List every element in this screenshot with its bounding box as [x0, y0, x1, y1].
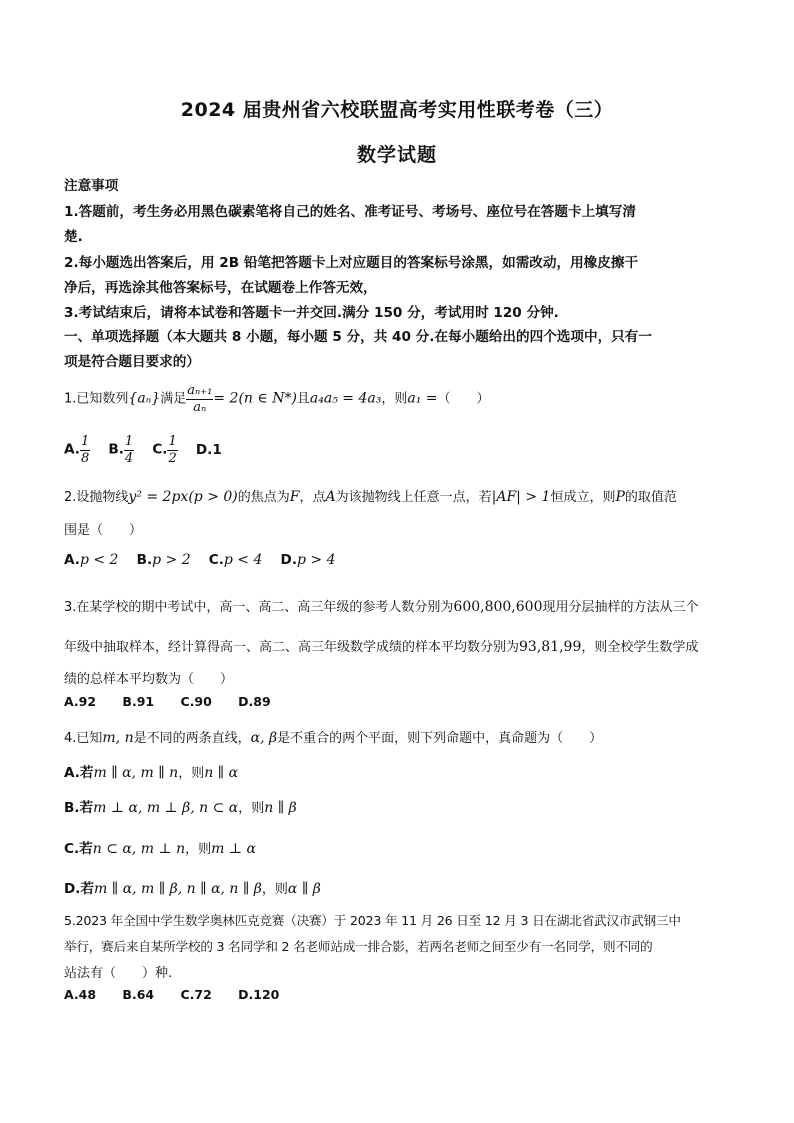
option-condition: m ∥ α, m ∥ β, n ∥ α, n ∥ β: [94, 881, 262, 897]
option-value: p > 2: [152, 552, 191, 568]
fraction-denominator: aₙ: [193, 399, 207, 415]
fraction-numerator: 1: [124, 434, 134, 449]
option-text: ，则: [238, 801, 265, 816]
question-1: [64, 383, 734, 415]
q5-options: [64, 987, 734, 1002]
q2-options: [64, 552, 734, 568]
fraction-denominator: 4: [124, 450, 134, 466]
question-2: [64, 486, 734, 505]
option-condition: n ⊂ α, m ⊥ n: [92, 841, 186, 857]
q2-symbol: F: [289, 489, 300, 505]
q3-text: 年级中抽取样本，经计算得高一、高二、高三年级数学成绩的样本平均数分别为: [64, 640, 520, 655]
q1-text: 1.已知数列: [64, 391, 129, 407]
q1-text: 满足: [160, 391, 187, 407]
q4-text: 4.已知: [64, 731, 103, 746]
notice-line: 2.每小题选出答案后，用 2B 铅笔把答题卡上对应题目的答案标号涂黑，如需改动，用橡皮擦干: [64, 255, 639, 271]
option-c: C.72: [180, 987, 212, 1002]
notice-heading: 注意事项: [64, 178, 119, 194]
section-heading-cont: 项是符合题目要求的）: [64, 354, 200, 370]
option-fraction: [167, 434, 177, 466]
q2-symbol: A: [325, 489, 336, 505]
option-text: ，则: [178, 766, 205, 781]
option-fraction: [124, 434, 134, 466]
option-label: A.: [64, 552, 80, 568]
option-conclusion: α ∥ β: [287, 881, 321, 897]
q1-text: 且: [296, 391, 310, 407]
q2-text: 2.设抛物线: [64, 490, 129, 505]
q4-text: 是不同的两条直线，: [133, 731, 251, 746]
option-d: [281, 552, 336, 568]
option-label: B.: [108, 441, 124, 458]
option-value: p > 4: [296, 552, 336, 568]
q1-blank: （ ）: [437, 391, 490, 407]
q3-options: [64, 694, 734, 709]
option-label: B.若: [64, 800, 94, 816]
q4-symbols: α, β: [250, 730, 278, 746]
option-d: D.89: [238, 694, 271, 709]
question-5: 5.2023 年全国中学生数学奥林匹克竞赛（决赛）于 2023 年 11 月 26 日至 12 月 3 日在湖北省武汉市武钢三中: [64, 913, 681, 928]
section-heading: 一、单项选择题（本大题共 8 小题，每小题 5 分，共 40 分.在每小题给出的四个选项中，只有一: [64, 329, 652, 345]
notice-line: 楚.: [64, 229, 83, 245]
q2-symbol: P: [615, 489, 625, 505]
option-label: D.: [195, 441, 213, 458]
q3-numbers: 93,81,99: [519, 639, 582, 655]
fraction-denominator: 2: [168, 450, 177, 466]
question-4: [64, 727, 734, 746]
q2-text: 为该抛物线上任意一点，若: [335, 490, 492, 505]
fraction-numerator: 1: [168, 434, 177, 449]
option-condition: m ⊥ α, m ⊥ β, n ⊂ α: [93, 800, 239, 816]
fraction-numerator: aₙ₊₁: [187, 383, 213, 398]
option-c: [152, 434, 177, 466]
q3-numbers: 600,800,600: [453, 599, 543, 615]
q2-text: ，点: [299, 490, 326, 505]
q1-target: a₁ =: [407, 390, 438, 407]
q3-text: ，则全校学生数学成: [581, 640, 699, 655]
q3-line2: [64, 636, 734, 655]
q4-option-d: [64, 877, 734, 897]
q5-line3: 站法有（ ）种.: [64, 966, 173, 981]
q2-line2: 围是（ ）: [64, 523, 143, 538]
option-b: [108, 434, 134, 466]
q1-condition: = 2(n ∈ N*): [213, 390, 297, 407]
option-value: p < 4: [223, 552, 263, 568]
fraction-denominator: 8: [80, 450, 90, 466]
q4-text: 是不重合的两个平面，则下列命题中，真命题为（ ）: [277, 731, 603, 746]
q2-text: 的焦点为: [237, 490, 290, 505]
option-label: C.: [208, 552, 224, 568]
q2-text: 的取值范: [624, 490, 677, 505]
q3-text: 现用分层抽样的方法从三个: [542, 600, 699, 615]
option-text: ，则: [261, 882, 288, 897]
question-3: [64, 596, 734, 615]
notice-line: 1.答题前，考生务必用黑色碳素笔将自己的姓名、准考证号、考场号、座位号在答题卡上填写清: [64, 204, 636, 220]
option-value: 1: [212, 441, 222, 458]
option-conclusion: n ∥ α: [204, 765, 239, 781]
q2-equation: y² = 2px(p > 0): [128, 489, 238, 505]
exam-subtitle: 数学试题: [356, 144, 437, 166]
option-a: [64, 552, 118, 568]
q1-options: [64, 434, 734, 466]
q1-sequence: {aₙ}: [128, 390, 161, 407]
option-text: ，则: [185, 842, 212, 857]
option-conclusion: m ⊥ α: [211, 841, 256, 857]
q2-text: 恒成立，则: [550, 490, 616, 505]
option-label: A.若: [64, 765, 94, 781]
q5-line2: 举行，赛后来自某所学校的 3 名同学和 2 名老师站成一排合影，若两名老师之间至少有一名同学，则不同的: [64, 939, 653, 954]
option-a: [64, 434, 90, 466]
fraction-numerator: 1: [80, 434, 90, 449]
option-label: B.: [136, 552, 153, 568]
q2-inequality: |AF| > 1: [491, 489, 551, 505]
option-label: A.: [64, 441, 80, 458]
option-d: D.120: [238, 987, 280, 1002]
option-c: [209, 552, 263, 568]
q4-symbols: m, n: [102, 730, 134, 746]
option-label: C.若: [64, 841, 93, 857]
q4-option-b: [64, 796, 734, 816]
option-b: B.64: [122, 987, 155, 1002]
q1-ratio-fraction: [186, 383, 213, 415]
option-conclusion: n ∥ β: [264, 800, 297, 816]
notice-line: 净后，再选涂其他答案标号，在试题卷上作答无效，: [64, 280, 377, 296]
option-a: A.92: [64, 694, 97, 709]
q4-option-c: [64, 837, 734, 857]
option-b: B.91: [122, 694, 155, 709]
option-condition: m ∥ α, m ∥ n: [93, 765, 179, 781]
q3-text: 3.在某学校的期中考试中，高一、高二、高三年级的参考人数分别为: [64, 600, 454, 615]
q4-option-a: [64, 761, 734, 781]
option-c: C.90: [180, 694, 212, 709]
option-a: A.48: [64, 987, 97, 1002]
notice-line: 3.考试结束后，请将本试卷和答题卡一并交回.满分 150 分，考试用时 120 分钟.: [64, 305, 559, 321]
option-b: [137, 552, 191, 568]
option-value: p < 2: [79, 552, 119, 568]
q1-equation: a₄a₅ = 4a₃: [309, 390, 382, 407]
option-d: [196, 442, 222, 458]
option-label: C.: [152, 441, 168, 458]
exam-title: 2024 届贵州省六校联盟高考实用性联考卷（三）: [180, 99, 614, 121]
option-label: D.: [280, 552, 297, 568]
option-label: D.若: [64, 881, 95, 897]
q1-text: ，则: [381, 391, 408, 407]
option-fraction: [80, 434, 90, 466]
q3-line3: 绩的总样本平均数为（ ）: [64, 672, 234, 687]
